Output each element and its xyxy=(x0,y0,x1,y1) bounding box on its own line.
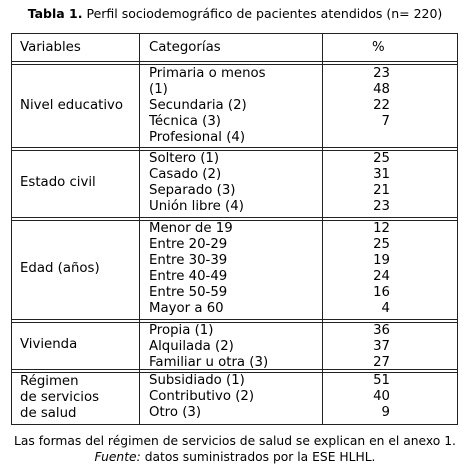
table-caption xyxy=(0,6,470,21)
category-cell: Secundaria (2) xyxy=(149,98,247,113)
category-cell: Entre 20-29 xyxy=(149,237,228,252)
percent-cell: 16 xyxy=(373,285,390,300)
percent-cell: 23 xyxy=(373,66,390,81)
category-cell: Propia (1) xyxy=(149,323,214,338)
percent-cell: 4 xyxy=(381,301,390,316)
category-cell: Otro (3) xyxy=(149,405,202,420)
percent-cell: 48 xyxy=(373,82,390,97)
percent-cell: 19 xyxy=(373,253,390,268)
category-cell: Soltero (1) xyxy=(149,151,220,166)
category-cell: Entre 30-39 xyxy=(149,253,228,268)
percent-cell: 9 xyxy=(381,405,390,420)
column-divider xyxy=(139,34,140,424)
variable-label: Régimen xyxy=(20,374,79,389)
group-divider xyxy=(12,217,457,221)
percent-cell: 51 xyxy=(373,373,390,388)
source-label: Fuente: xyxy=(94,450,141,464)
category-cell: Mayor a 60 xyxy=(149,301,224,316)
group-divider xyxy=(12,319,457,323)
percent-cell: 22 xyxy=(373,98,390,113)
category-cell: Subsidiado (1) xyxy=(149,373,245,388)
category-cell: Contributivo (2) xyxy=(149,389,255,404)
header-percent: % xyxy=(372,40,385,55)
percent-cell: 24 xyxy=(373,269,390,284)
percent-cell: 27 xyxy=(373,355,390,370)
header-variables: Variables xyxy=(20,40,81,55)
percent-cell: 36 xyxy=(373,323,390,338)
variable-label: de salud xyxy=(20,406,77,421)
column-divider xyxy=(322,34,323,424)
variable-label: Estado civil xyxy=(20,175,96,190)
source-text: datos suministrados por la ESE HLHL. xyxy=(144,450,376,464)
variable-label: Edad (años) xyxy=(20,261,100,276)
percent-cell: 7 xyxy=(381,114,390,129)
variable-label: Vivienda xyxy=(20,337,78,352)
footnote-regimen: Las formas del régimen de servicios de salud se explican en el anexo 1. xyxy=(14,434,456,448)
category-cell: Menor de 19 xyxy=(149,221,233,236)
percent-cell: 21 xyxy=(373,183,390,198)
percent-cell: 25 xyxy=(373,151,390,166)
header-categorias: Categorías xyxy=(149,40,221,55)
percent-cell: 31 xyxy=(373,167,390,182)
percent-cell: 12 xyxy=(373,221,390,236)
group-divider xyxy=(12,147,457,151)
variable-label: de servicios xyxy=(20,390,100,405)
percent-cell: 37 xyxy=(373,339,390,354)
category-cell: Técnica (3) xyxy=(149,114,221,129)
category-cell: Familiar u otra (3) xyxy=(149,355,269,370)
category-cell: Primaria o menos xyxy=(149,66,266,81)
category-cell: Unión libre (4) xyxy=(149,199,244,214)
category-cell: Entre 50-59 xyxy=(149,285,228,300)
header-divider xyxy=(12,61,457,65)
category-cell: Casado (2) xyxy=(149,167,222,182)
caption-label: Tabla 1. xyxy=(27,6,83,21)
percent-cell: 23 xyxy=(373,199,390,214)
percent-cell: 25 xyxy=(373,237,390,252)
data-table xyxy=(11,33,458,425)
variable-label: Nivel educativo xyxy=(20,97,124,113)
category-cell: Alquilada (2) xyxy=(149,339,234,354)
category-cell: Entre 40-49 xyxy=(149,269,228,284)
category-cell: (1) xyxy=(149,82,168,97)
caption-text: Perfil sociodemográfico de pacientes atendidos (n= 220) xyxy=(86,6,443,21)
footnote-source xyxy=(0,449,470,465)
category-cell: Profesional (4) xyxy=(149,130,246,145)
category-cell: Separado (3) xyxy=(149,183,236,198)
percent-cell: 40 xyxy=(373,389,390,404)
